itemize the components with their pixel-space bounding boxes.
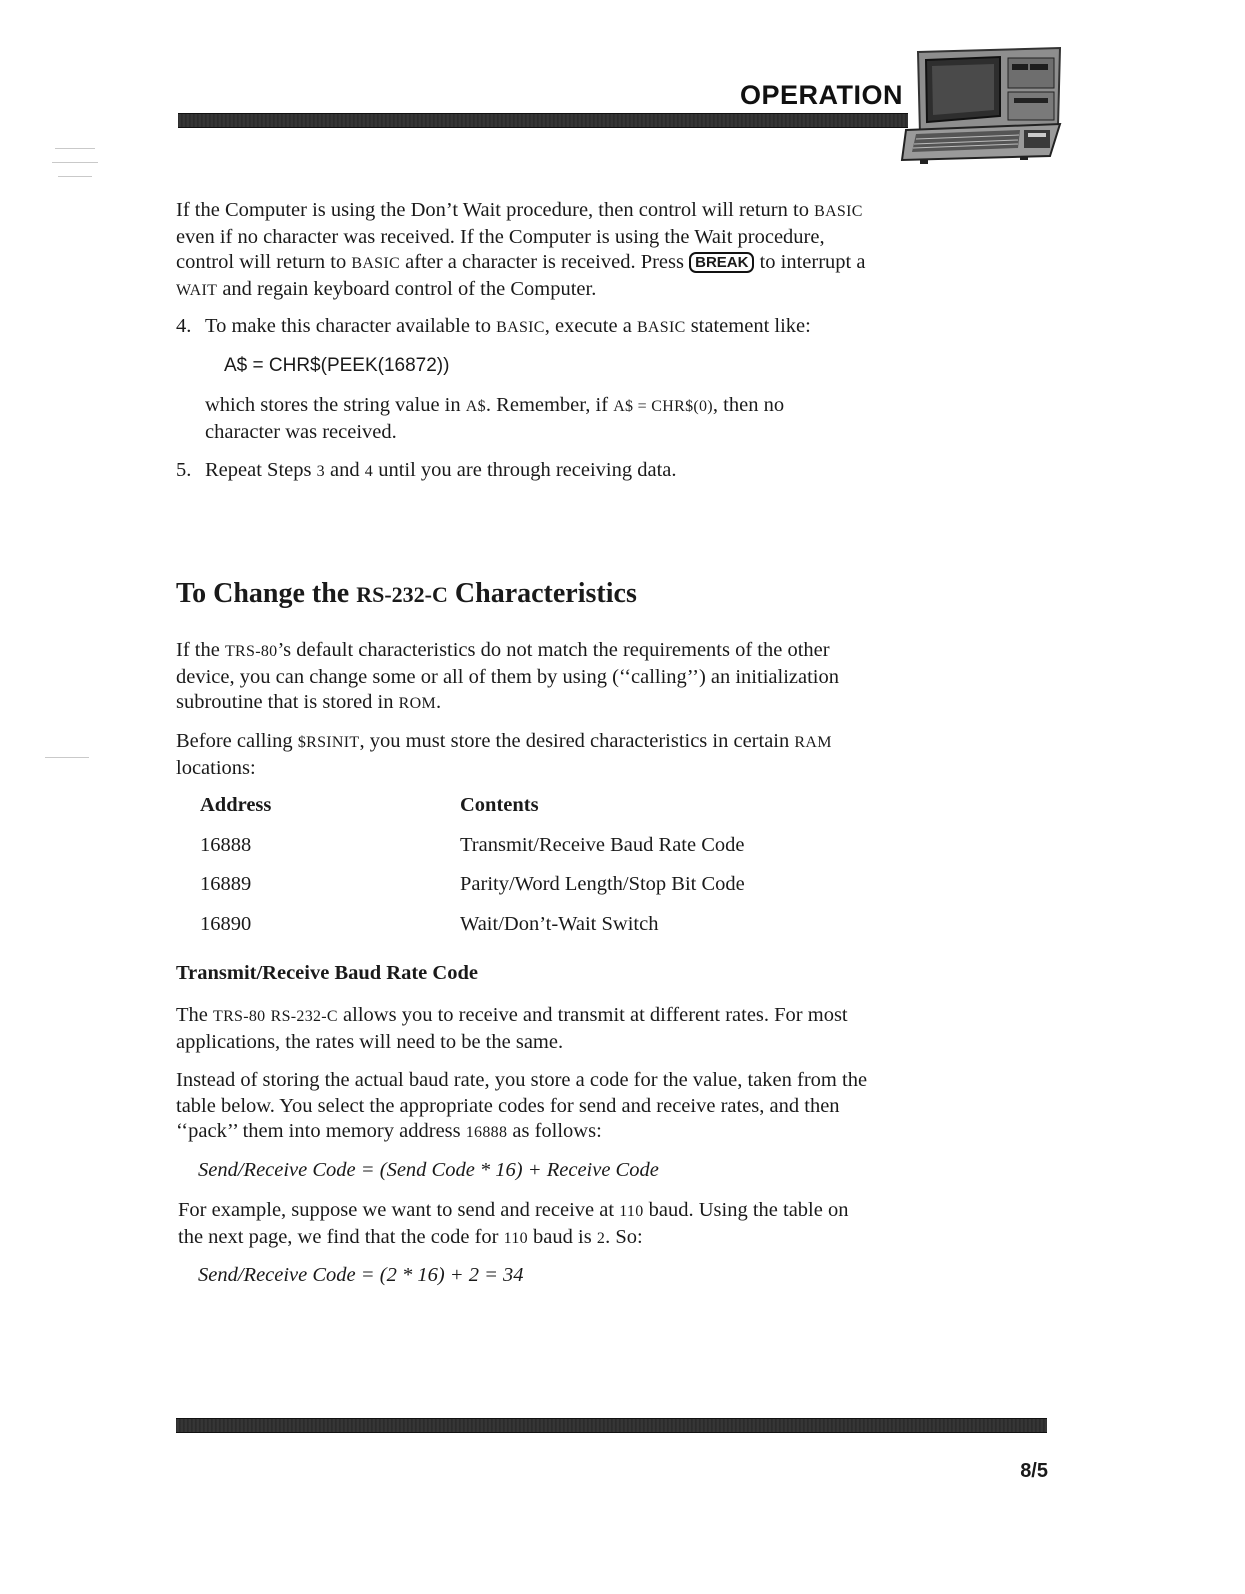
break-key-icon: BREAK (689, 252, 754, 273)
footer-rule (176, 1418, 1047, 1433)
table-cell-contents: Transmit/Receive Baud Rate Code (460, 834, 745, 856)
table-cell-address: 16889 (200, 873, 252, 895)
step-5-number: 5. (176, 459, 192, 481)
step-4-number: 4. (176, 315, 192, 337)
step-4-explanation: which stores the string value in A$. Remember, if A$ = CHR$(0), then no character was received. (205, 394, 785, 443)
subsection-heading: Transmit/Receive Baud Rate Code (176, 962, 478, 984)
table-header-contents: Contents (460, 794, 539, 816)
computer-icon (902, 48, 1060, 164)
intro-paragraph: If the Computer is using the Don’t Wait procedure, then control will return to BASIC even if no character was received. If the Computer is using the Wait procedure, control will return to BASIC after a character is received. Press BREAK to interrupt a WAIT and regain keyboard control of the Computer. (176, 199, 866, 300)
baud-paragraph-3: For example, suppose we want to send and receive at 110 baud. Using the table on the next page, we find that the code for 110 baud is 2. So: (178, 1199, 849, 1248)
margin-mark (58, 176, 92, 177)
section-paragraph-1: If the TRS-80’s default characteristics do not match the requirements of the other device, you can change some or all of them by using (‘‘calling’’) an initialization subroutine that is stored in ROM. (176, 639, 839, 713)
formula-general: Send/Receive Code = (Send Code * 16) + Receive Code (198, 1159, 659, 1181)
table-header-address: Address (200, 794, 272, 816)
table-cell-contents: Wait/Don’t-Wait Switch (460, 913, 659, 935)
step-4-text: To make this character available to BASIC, execute a BASIC statement like: (205, 315, 811, 337)
baud-paragraph-2: Instead of storing the actual baud rate, you store a code for the value, taken from the table below. You select the appropriate codes for send and receive rates, and then ‘‘pack’’ them into memory address 16888 as follows: (176, 1069, 868, 1142)
table-cell-contents: Parity/Word Length/Stop Bit Code (460, 873, 745, 895)
section-paragraph-2: Before calling $RSINIT, you must store the desired characteristics in certain RAM locations: (176, 730, 832, 779)
step-5-text: Repeat Steps 3 and 4 until you are through receiving data. (205, 459, 677, 481)
section-heading: To Change the RS-232-C Characteristics (176, 578, 637, 609)
section-title: OPERATION (740, 80, 904, 110)
baud-paragraph-1: The TRS-80 RS-232-C allows you to receive and transmit at different rates. For most applications, the rates will need to be the same. (176, 1004, 848, 1053)
formula-example: Send/Receive Code = (2 * 16) + 2 = 34 (198, 1264, 524, 1286)
code-example: A$ = CHR$(PEEK(16872)) (224, 355, 450, 376)
header-rule (178, 113, 908, 128)
table-cell-address: 16888 (200, 834, 252, 856)
page-number: 8/5 (1020, 1460, 1048, 1482)
margin-mark (45, 757, 89, 758)
margin-mark (55, 148, 95, 149)
table-cell-address: 16890 (200, 913, 252, 935)
margin-mark (52, 162, 98, 163)
computer-illustration (900, 44, 1065, 166)
